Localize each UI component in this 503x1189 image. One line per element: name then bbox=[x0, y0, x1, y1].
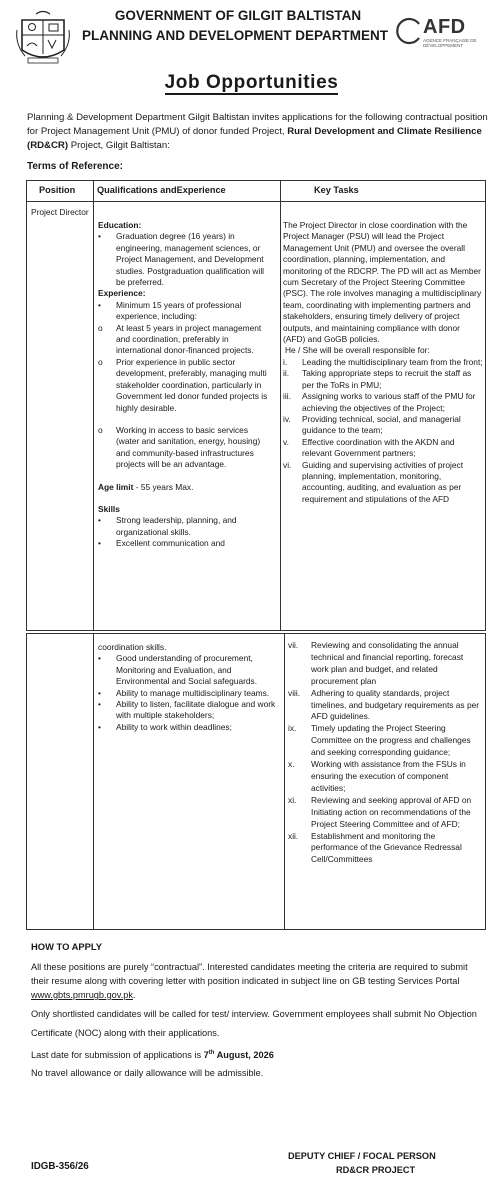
afd-logo-subtitle: AGENCE FRANÇAISE DE DÉVELOPPEMENT bbox=[423, 38, 477, 48]
advertisement-reference: IDGB-356/26 bbox=[31, 1161, 89, 1172]
task-item: vi. Guiding and supervising activities of project planning, implementation, monitoring, accounting, auditing, and evaluation as per requirement and stipulations of the AFD bbox=[283, 459, 464, 504]
terms-of-reference-table bbox=[26, 180, 486, 631]
list-item: • Excellent communication and bbox=[98, 538, 225, 549]
project-name: Rural Development and Climate Resilience (RD&CR) bbox=[27, 126, 482, 151]
header-qualifications: Qualifications andExperience bbox=[97, 185, 226, 195]
afd-circle-icon bbox=[393, 16, 423, 46]
table-divider bbox=[284, 634, 285, 929]
task-item: viii. Adhering to quality standards, project timelines, and budgetary requirements as per AFD guidelines. bbox=[288, 687, 480, 722]
how-to-apply-heading: HOW TO APPLY bbox=[31, 941, 103, 952]
table-header-divider bbox=[27, 201, 485, 202]
task-item: x. Working with assistance from the FSUs in ensuring the execution of component activities; bbox=[288, 759, 466, 793]
afd-logo bbox=[393, 16, 485, 50]
list-item: • Ability to listen, facilitate dialogue and work with multiple stakeholders; bbox=[98, 699, 276, 721]
task-item: xii. Establishment and monitoring the performance of the Grievance Redressal Cell/Committees bbox=[288, 830, 462, 865]
experience-heading: Experience: bbox=[98, 288, 146, 299]
shortlist-note: Only shortlisted candidates will be called for test/ interview. Government employees shall submit No Objection Certificate (NOC) along with their applications. bbox=[31, 1009, 477, 1038]
list-item: o Working in access to basic services (water and sanitation, energy, housing) and community-based infrastructures projects will be an advantage. bbox=[98, 424, 261, 470]
table-divider bbox=[93, 181, 94, 630]
key-tasks-cell bbox=[283, 220, 483, 505]
key-tasks-lead: He / She will be overall responsible for: bbox=[285, 345, 430, 356]
task-item: ix. Timely updating the Project Steering Committee on the progress and challenges and seeking corresponding guidance; bbox=[288, 723, 471, 758]
key-tasks-intro: The Project Director in close coordination with the Project Manager (PSU) will lead the Project Management Unit (PMU) and oversee the overall coordination, planning, implementation, and monitoring of the RDCRP. The PD will act as Member cum Secretary of the Project Steering Committee (PSC). The role involves managing a multidisciplinary team, coordinating with implementing partners and stakeholders, ensuring timely delivery of project outputs, and maintaining compliance with donor (AFD) and GoGB policies. bbox=[283, 220, 482, 345]
list-item: • Minimum 15 years of professional experience, including: bbox=[98, 299, 242, 322]
allowance-note: No travel allowance or daily allowance will be admissible. bbox=[31, 1068, 264, 1078]
task-item: ii. Taking appropriate steps to recruit the staff as per the ToRs in PMU; bbox=[283, 368, 472, 390]
last-date: Last date for submission of applications is 7th August, 2026 bbox=[31, 1050, 274, 1061]
terms-of-reference-label: Terms of Reference: bbox=[27, 161, 123, 172]
department-title: PLANNING AND DEVELOPMENT DEPARTMENT bbox=[81, 28, 388, 43]
page-title: Job Opportunities bbox=[164, 72, 339, 93]
government-emblem-icon bbox=[14, 10, 72, 66]
qualifications-cell-continued: coordination skills. • Good understanding of procurement, Monitoring and Evaluation, and Environmental and Social safeguards. • Ability to manage multidisciplinary teams. • Ability to listen, facilitate dialogue and work with multiple stakeholders; • Ability to work within deadlines; bbox=[98, 642, 278, 733]
task-item: xi. Reviewing and seeking approval of AFD on Initiating action on recommendations of the Project Steering Committee and of AFD; bbox=[288, 794, 472, 829]
task-item: v. Effective coordination with the AKDN and relevant Government partners; bbox=[283, 436, 455, 459]
list-item: • Ability to work within deadlines; bbox=[98, 721, 232, 732]
signatory-project: RD&CR PROJECT bbox=[336, 1165, 416, 1175]
position-cell: Project Director bbox=[31, 207, 89, 217]
table-divider bbox=[280, 181, 281, 630]
task-item: iv. Providing technical, social, and managerial guidance to the team; bbox=[283, 413, 461, 436]
task-item: i. Leading the multidisciplinary team from the front; bbox=[283, 356, 483, 367]
apply-instructions: All these positions are purely “contractual”. Interested candidates meeting the criteria are required to submit their resume along with covering letter with position indicated in subject line on GB testing Services Portal www.gbts.pmrugb.gov.pk. bbox=[31, 962, 468, 1000]
task-item: vii. Reviewing and consolidating the annual technical and financial reporting, forecast work plan and budget, and related procurement plan bbox=[288, 640, 464, 686]
table-divider bbox=[93, 634, 94, 929]
header-position: Position bbox=[39, 185, 76, 195]
skills-heading: Skills bbox=[98, 503, 120, 514]
list-item: • Ability to manage multidisciplinary teams. bbox=[98, 687, 270, 698]
age-limit: Age limit - 55 years Max. bbox=[98, 481, 194, 492]
header bbox=[0, 0, 503, 70]
qualifications-cell bbox=[98, 220, 270, 550]
task-item: iii. Assigning works to various staff of the PMU for achieving the objectives of the Project; bbox=[283, 391, 476, 413]
terms-of-reference-table-continued bbox=[26, 633, 486, 930]
list-item: • Strong leadership, planning, and organizational skills. bbox=[98, 515, 237, 537]
list-item: • Graduation degree (16 years) in engineering, management sciences, or Project Management, and Development studies. Postgraduation qualification will be preferred. bbox=[98, 231, 265, 288]
list-item: o Prior experience in public sector development, preferably, managing multi stakeholder coordination, particularly in Government led donor funded projects is highly desirable. bbox=[98, 356, 268, 413]
list-item: o At least 5 years in project management and coordination, preferably in international donor-financed projects. bbox=[98, 322, 262, 356]
afd-logo-text: AFD bbox=[423, 16, 466, 38]
header-key-tasks: Key Tasks bbox=[314, 185, 359, 195]
key-tasks-cell-continued bbox=[288, 640, 483, 866]
portal-link[interactable]: www.gbts.pmrugb.gov.pk bbox=[31, 990, 133, 1000]
intro-paragraph: Planning & Development Department Gilgit Baltistan invites applications for the following contractual position for Project Management Unit (PMU) of donor funded Project, Rural Development and Climate Resilience (RD&CR) Project, Gilgit Baltistan: bbox=[27, 112, 488, 151]
list-item: • Good understanding of procurement, Monitoring and Evaluation, and Environmental and Social safeguards. bbox=[98, 653, 258, 687]
education-heading: Education: bbox=[98, 220, 142, 230]
government-title: GOVERNMENT OF GILGIT BALTISTAN bbox=[114, 8, 362, 23]
signatory-title: DEPUTY CHIEF / FOCAL PERSON bbox=[288, 1151, 436, 1161]
